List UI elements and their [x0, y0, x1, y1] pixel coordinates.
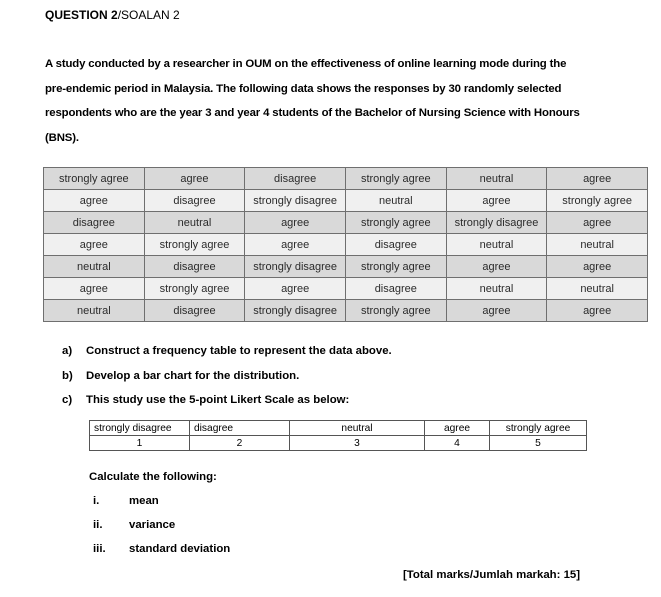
calc-item [93, 495, 230, 519]
table-cell: strongly disagree [245, 256, 346, 278]
table-cell: strongly disagree [245, 300, 346, 322]
likert-label: neutral [290, 421, 425, 436]
table-cell: agree [446, 190, 547, 212]
table-row [44, 300, 648, 322]
intro-line: pre-endemic period in Malaysia. The following data shows the responses by 30 randomly selected [45, 82, 562, 95]
table-cell: strongly agree [345, 300, 446, 322]
calculation-items [93, 495, 230, 567]
table-row [44, 168, 648, 190]
table-cell: disagree [144, 256, 245, 278]
table-row [44, 278, 648, 300]
table-cell: agree [547, 168, 648, 190]
table-row [44, 190, 648, 212]
responses-table [43, 167, 648, 322]
table-cell: disagree [144, 190, 245, 212]
calc-label: ii. [93, 519, 103, 531]
table-cell: agree [245, 278, 346, 300]
table-cell: strongly disagree [446, 212, 547, 234]
table-cell: agree [245, 212, 346, 234]
calc-text: mean [129, 495, 159, 507]
table-cell: neutral [547, 234, 648, 256]
part-item [62, 345, 392, 370]
part-item [62, 370, 392, 395]
table-cell: strongly agree [345, 256, 446, 278]
table-cell: agree [44, 234, 145, 256]
part-text: Develop a bar chart for the distribution. [86, 369, 300, 382]
table-cell: strongly agree [345, 212, 446, 234]
likert-value: 2 [190, 436, 290, 451]
likert-value-row [90, 436, 587, 451]
calc-text: variance [129, 519, 176, 531]
likert-value: 3 [290, 436, 425, 451]
likert-label: agree [425, 421, 490, 436]
table-cell: agree [44, 190, 145, 212]
likert-label: strongly disagree [90, 421, 190, 436]
table-cell: agree [547, 212, 648, 234]
table-cell: agree [144, 168, 245, 190]
table-cell: neutral [345, 190, 446, 212]
table-cell: neutral [446, 234, 547, 256]
table-cell: agree [547, 300, 648, 322]
intro-line: A study conducted by a researcher in OUM on the effectiveness of online learning mode during the [45, 58, 567, 70]
question-parts [62, 345, 392, 419]
intro-line: respondents who are the year 3 and year 4 students of the Bachelor of Nursing Science with Honours [45, 107, 580, 119]
table-cell: disagree [144, 300, 245, 322]
table-cell: agree [446, 256, 547, 278]
total-marks: [Total marks/Jumlah markah: 15] [403, 569, 581, 581]
table-row [44, 212, 648, 234]
calc-item [93, 543, 230, 567]
part-label: b) [62, 369, 73, 382]
table-cell: neutral [44, 256, 145, 278]
table-cell: disagree [44, 212, 145, 234]
table-cell: strongly agree [44, 168, 145, 190]
likert-scale-table [89, 420, 587, 451]
calc-text: standard deviation [129, 543, 231, 555]
table-row [44, 256, 648, 278]
likert-value: 4 [425, 436, 490, 451]
likert-label: disagree [190, 421, 290, 436]
table-cell: neutral [144, 212, 245, 234]
table-cell: strongly agree [547, 190, 648, 212]
intro-paragraph [45, 52, 605, 150]
table-cell: disagree [345, 234, 446, 256]
calc-label: i. [93, 495, 100, 507]
part-label: c) [62, 394, 73, 406]
likert-label-row [90, 421, 587, 436]
table-cell: agree [547, 256, 648, 278]
table-cell: agree [446, 300, 547, 322]
table-cell: strongly agree [144, 234, 245, 256]
part-text: Construct a frequency table to represent the data above. [86, 345, 392, 357]
table-cell: agree [44, 278, 145, 300]
table-cell: neutral [44, 300, 145, 322]
table-cell: disagree [345, 278, 446, 300]
table-cell: strongly disagree [245, 190, 346, 212]
part-label: a) [62, 345, 73, 357]
question-title-rest: /SOALAN 2 [117, 8, 180, 22]
likert-value: 5 [490, 436, 587, 451]
intro-line: (BNS). [45, 131, 79, 144]
likert-label: strongly agree [490, 421, 587, 436]
part-item [62, 394, 392, 419]
table-row [44, 234, 648, 256]
calc-label: iii. [93, 543, 106, 555]
likert-value: 1 [90, 436, 190, 451]
part-text: This study use the 5-point Likert Scale as below: [86, 394, 350, 406]
question-header [45, 8, 180, 22]
calc-item [93, 519, 230, 543]
calculate-heading: Calculate the following: [89, 471, 217, 483]
question-number: QUESTION 2 [45, 8, 118, 22]
table-cell: disagree [245, 168, 346, 190]
table-cell: strongly agree [345, 168, 446, 190]
table-cell: agree [245, 234, 346, 256]
table-cell: neutral [547, 278, 648, 300]
table-cell: neutral [446, 168, 547, 190]
table-cell: neutral [446, 278, 547, 300]
table-cell: strongly agree [144, 278, 245, 300]
